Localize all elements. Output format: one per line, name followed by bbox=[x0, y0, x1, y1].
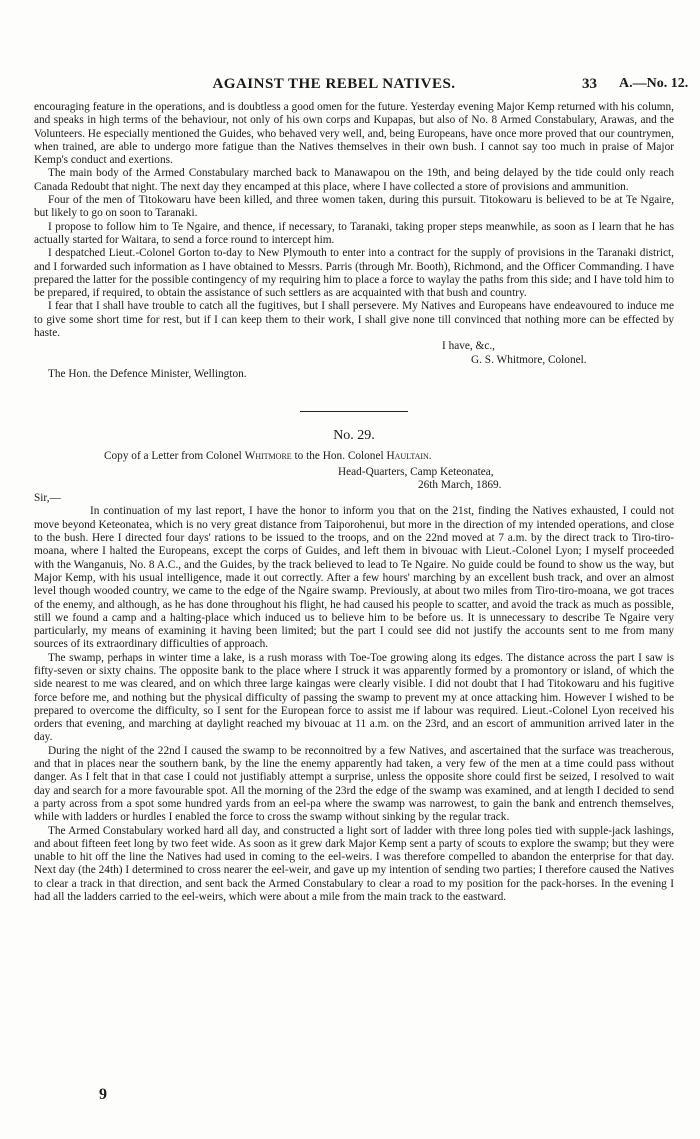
paragraph: encouraging feature in the operations, and is doubtless a good omen for the future. Yesterday evening Major Kemp returned with his column, and speaks in high terms of the behaviour, not only of his own corps and Kupapas, but also of No. 8 Armed Constabulary, Arawas, and the Volunteers. He especially mentioned the Guides, who behaved very well, and, being Europeans, have once more proved that our countrymen, when trained, are able to undergo more fatigue than the Natives themselves in their own bush. I cannot say too much in praise of Major Kemp's conduct and exertions. bbox=[34, 101, 674, 167]
section-divider bbox=[300, 411, 408, 412]
document-reference: A.—No. 12. bbox=[619, 76, 689, 91]
paragraph: I despatched Lieut.-Colonel Gorton to-day to New Plymouth to enter into a contract for the supply of provisions in the Taranaki district, and I forwarded such information as I have obtained to Messrs. Parris (through Mr. Booth), Richmond, and the Officer Commanding. I have prepared the latter for the possible contingency of my requiring him to place a force to waylay the paths from this side; and I have told him to be prepared, if required, to obtain the assistance of such settlers as are acquainted with that bush and country. bbox=[34, 247, 674, 300]
letter-location: Head-Quarters, Camp Keteonatea, bbox=[338, 465, 494, 478]
paragraph: The main body of the Armed Constabulary marched back to Manawapou on the 19th, and being delayed by the tide could only reach Canada Redoubt that night. The next day they encamped at this place, where I have collected a store of provisions and ammunition. bbox=[34, 167, 674, 193]
paragraph: In continuation of my last report, I have the honor to inform you that on the 21st, finding the Natives exhausted, I could not move beyond Keteonatea, which is no very great distance from Taiporohenui, but more in the direction of my intended operations, and close to the bush. Here I directed four days' rations to be issued to the troops, and on the 22nd moved at 7 a.m. by the direct track to Tiro-tiro-moana, where I halted the Europeans, except the corps of Guides, and left them in bivouac with Lieut.-Colonel Lyon; I myself proceeded with the Wanganuis, No. 8 A.C., and the Guides, by the track believed to lead to Te Ngaire. No guide could be found to show us the way, but Major Kemp, with his usual intelligence, made it out correctly. After a few hours' marching by an excellent bush track, and over an almost level though wooded country, we came to the edge of the Ngaire swamp. Previously, at about two miles from Tiro-tiro-moana, we got traces of the enemy, and although, as he has done throughout his flight, he had caused his people to scatter, and avoid the track as much as possible, still we found a camp and a halting-place which induced us to believe him to be before us. It is unnecessary to describe Te Ngaire very particularly, my means of examining it having been limited; but the part I could see did not justify the accounts sent to me from many sources of its extraordinary difficulties of approach. bbox=[34, 505, 674, 651]
addressee: The Hon. the Defence Minister, Wellington. bbox=[48, 367, 247, 380]
sender-name: Whitmore bbox=[244, 450, 292, 463]
paragraph: The Armed Constabulary worked hard all day, and constructed a light sort of ladder with three long poles tied with supple-jack lashings, and about fifteen feet long by two feet wide. As soon as it grew dark Major Kemp sent a party of scouts to explore the swamp; but they were unable to hit off the line the Natives had used in coming to the eel-weirs. I was therefore compelled to abandon the enterprise for that day. Next day (the 24th) I determined to cross nearer the eel-weir, and gave up my intention of sending two parties; I therefore caused the Natives to clear a track in that direction, and sent back the Armed Constabulary to clear a road to my position for the pack-horses. In the evening I had all the ladders carried to the eel-weirs, which were about a mile from the main track to the eastward. bbox=[34, 824, 674, 904]
letter-date: 26th March, 1869. bbox=[418, 478, 502, 491]
paragraph: Four of the men of Titokowaru have been killed, and three women taken, during this pursuit. Titokowaru is believed to be at Te Ngaire, but likely to go on soon to Taranaki. bbox=[34, 194, 674, 220]
letter-number: No. 29. bbox=[333, 428, 375, 444]
signature: G. S. Whitmore, Colonel. bbox=[471, 353, 587, 366]
paragraph: I fear that I shall have trouble to catch all the fugitives, but I shall persevere. My Natives and Europeans have endeavoured to induce me to give some short time for rest, but if I can keep them to their work, I shall give none till convinced that nothing more can be effected by haste. bbox=[34, 300, 674, 340]
folio-mark: 9 bbox=[99, 1086, 107, 1103]
paragraph: The swamp, perhaps in winter time a lake, is a rush morass with Toe-Toe growing along its edges. The distance across the part I saw is fifty-seven or sixty chains. The opposite bank to the place where I struck it was apparently formed by a promontory or island, of which the side nearest to me was cleared, and on which three large kaingas were clearly visible. I did not doubt that I had Titokowaru and his fugitive force before me, and nothing but the physical difficulty of passing the swamp to prevent my at once attacking him. However I wished to be prepared to overcome the difficulty, so I sent for the European force to assist me if labour was required. Lieut.-Colonel Lyon received his orders that evening, and marching at daylight reached my bivouac at 11 a.m. on the 23rd, and an escort of ammunition arrived later in the day. bbox=[34, 651, 674, 744]
paragraph: During the night of the 22nd I caused the swamp to be reconnoitred by a few Natives, and ascertained that the surface was treacherous, and that in places near the southern bank, by the line the enemy apparently had taken, a very few of the men at a time could pass without danger. As I felt that in that case I could not justifiably attempt a surprise, unless the opposite shore could first be seized, I resolved to wait day and search for a more favourable spot. All the morning of the 23rd the edge of the swamp was examined, and at length I decided to send a party across from a spot some hundred yards from an eel-pa where the swamp was narrowest, to gain the bank and entrench themselves, while with ladders or hurdles I enabled the force to cross the swamp without sinking by the regular track. bbox=[34, 744, 674, 824]
caption-mid: to the Hon. Colonel bbox=[294, 450, 384, 463]
page-body bbox=[34, 101, 674, 904]
running-header bbox=[34, 76, 689, 96]
running-title: AGAINST THE REBEL NATIVES. bbox=[212, 76, 456, 92]
recipient-name: Haultain. bbox=[386, 450, 432, 463]
letter-caption bbox=[34, 450, 674, 463]
page-number: 33 bbox=[582, 76, 597, 92]
caption-prefix: Copy of a Letter from Colonel bbox=[104, 450, 242, 463]
closing-line: I have, &c., bbox=[442, 340, 496, 353]
salutation: Sir,— bbox=[34, 492, 61, 505]
paragraph: I propose to follow him to Te Ngaire, and thence, if necessary, to Taranaki, taking proper steps meanwhile, as soon as I learn that he has actually started for Waitara, to send a force round to intercept him. bbox=[34, 220, 674, 246]
